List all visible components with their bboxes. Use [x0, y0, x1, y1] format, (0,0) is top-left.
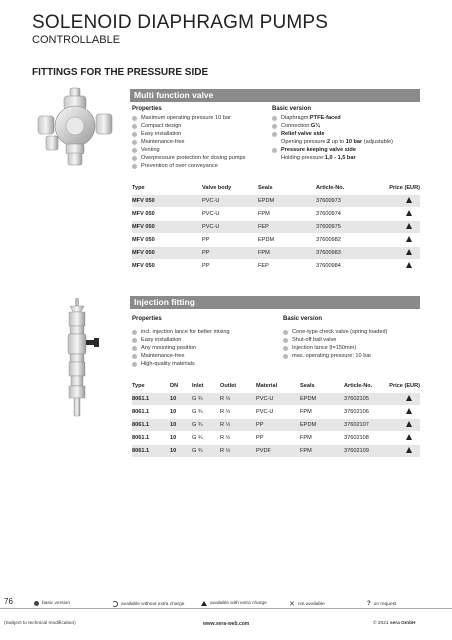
col-header-article: Article-No.: [316, 185, 345, 191]
list-item: Overpressure protection for dosing pumps: [132, 154, 245, 162]
triangle-icon: [406, 223, 412, 229]
list-item: Connection: G¾: [272, 122, 393, 130]
triangle-icon: [406, 197, 412, 203]
multi-function-valve-illustration: [34, 86, 116, 168]
bullet-icon: [132, 156, 137, 161]
bullet-icon: [132, 338, 137, 343]
inj-basic-list: [283, 328, 387, 360]
copyright: © 2021 sera GmbH: [373, 621, 416, 626]
list-item: Shut-off ball valve: [283, 336, 387, 344]
table-row: MFV 050 PVC-U FPM 37600974: [132, 208, 420, 221]
injection-price-table: [132, 380, 420, 457]
list-item: Prevention of over conveyance: [132, 162, 245, 170]
triangle-icon: [406, 395, 412, 401]
col-header-dn: DN: [170, 383, 179, 389]
bullet-icon: [272, 148, 277, 153]
list-item: Relief valve side: [272, 130, 393, 138]
list-item: Maintenance-free: [132, 352, 230, 360]
cross-icon: ✕: [289, 601, 295, 608]
triangle-icon: [201, 601, 207, 606]
list-item: Cone-type check valve (spring loaded): [283, 328, 387, 336]
list-item: Venting: [132, 146, 245, 154]
page-title: SOLENOID DIAPHRAGM PUMPS: [32, 12, 329, 33]
legend-with-charge: available with extra charge: [201, 601, 267, 606]
section-title: FITTINGS FOR THE PRESSURE SIDE: [32, 67, 209, 78]
triangle-icon: [406, 249, 412, 255]
bullet-icon: [272, 116, 277, 121]
question-icon: ?: [367, 601, 371, 607]
list-item: High-quality materials: [132, 360, 230, 368]
legend-on-request: ? on request: [367, 601, 397, 607]
list-item: Opening pressure: 2 up to 10 bar (adjustable): [281, 139, 393, 145]
inj-basic-title: Basic version: [283, 316, 323, 322]
triangle-icon: [406, 236, 412, 242]
bullet-icon: [283, 338, 288, 343]
injection-fitting-illustration: [56, 296, 102, 418]
triangle-icon: [406, 262, 412, 268]
table-header-row: [132, 182, 420, 195]
list-item: Diaphragm: PTFE-faced: [272, 114, 393, 122]
injection-header-bar: Injection fitting: [130, 296, 420, 309]
list-item: Pressure keeping valve side: [272, 146, 393, 154]
bullet-icon: [283, 354, 288, 359]
table-header-row: [132, 380, 420, 393]
triangle-icon: [406, 408, 412, 414]
col-header-price: Price (EUR): [389, 185, 420, 191]
page-number: 76: [4, 597, 13, 606]
bullet-icon: [283, 346, 288, 351]
mfv-basic-list: [272, 114, 393, 162]
table-row: 8061.1 10 G ¾ R ½ PP EPDM 37602107: [132, 419, 420, 432]
page-subtitle: CONTROLLABLE: [32, 34, 121, 46]
table-row: MFV 050 PP EPDM 37600982: [132, 234, 420, 247]
list-item: Compact design: [132, 122, 245, 130]
table-row: 8061.1 10 G ¾ R ½ PP FPM 37602108: [132, 432, 420, 445]
half-circle-icon: [112, 601, 118, 607]
disclaimer: (Subject to technical modification): [4, 621, 76, 626]
col-header-material: Material: [256, 383, 278, 389]
website-link[interactable]: www.sera-web.com: [203, 621, 250, 627]
bullet-icon: [132, 362, 137, 367]
bullet-icon: [132, 164, 137, 169]
list-item: incl. injection lance for better mixing: [132, 328, 230, 336]
filled-dot-icon: [34, 601, 39, 606]
col-header-seals: Seals: [300, 383, 315, 389]
col-header-inlet: Inlet: [192, 383, 204, 389]
bullet-icon: [283, 330, 288, 335]
list-item: Easy installation: [132, 130, 245, 138]
legend-basic-version: basic version: [34, 601, 70, 606]
bullet-icon: [132, 132, 137, 137]
list-item: Easy installation: [132, 336, 230, 344]
list-item: Injection lance (l=150mm): [283, 344, 387, 352]
footer-divider: [0, 608, 452, 609]
mfv-product-image: [34, 86, 116, 168]
col-header-seals: Seals: [258, 185, 273, 191]
table-row: 8061.1 10 G ¾ R ½ PVC-U EPDM 37602105: [132, 393, 420, 406]
bullet-icon: [132, 346, 137, 351]
triangle-icon: [406, 421, 412, 427]
bullet-icon: [272, 132, 277, 137]
list-item: Holding pressure: 1,0 - 1,5 bar: [281, 155, 356, 161]
list-item: max. operating pressure: 10 bar: [283, 352, 387, 360]
list-item: Any mounting position: [132, 344, 230, 352]
table-row: MFV 050 PP FPM 37600983: [132, 247, 420, 260]
bullet-icon: [272, 124, 277, 129]
col-header-valve-body: Valve body: [202, 185, 232, 191]
col-header-price: Price (EUR): [389, 383, 420, 389]
list-item: Maximum operating pressure 10 bar: [132, 114, 245, 122]
bullet-icon: [132, 116, 137, 121]
inj-properties-title: Properties: [132, 316, 162, 322]
injection-fitting-image: [56, 296, 102, 418]
mfv-header-bar: Multi function valve: [130, 89, 420, 102]
table-row: MFV 050 PVC-U EPDM 37600973: [132, 195, 420, 208]
col-header-type: Type: [132, 383, 145, 389]
bullet-icon: [132, 354, 137, 359]
table-row: MFV 050 PP FEP 37600984: [132, 260, 420, 273]
triangle-icon: [406, 447, 412, 453]
table-row: MFV 050 PVC-U FEP 37600975: [132, 221, 420, 234]
mfv-properties-list: [132, 114, 245, 170]
triangle-icon: [406, 434, 412, 440]
mfv-price-table: [132, 182, 420, 272]
inj-properties-list: [132, 328, 230, 368]
bullet-icon: [132, 330, 137, 335]
col-header-type: Type: [132, 185, 145, 191]
legend-not-available: ✕ not available: [289, 601, 325, 608]
col-header-article: Article-No.: [344, 383, 373, 389]
triangle-icon: [406, 210, 412, 216]
list-item: Maintenance-free: [132, 138, 245, 146]
bullet-icon: [132, 140, 137, 145]
mfv-properties-title: Properties: [132, 106, 162, 112]
col-header-outlet: Outlet: [220, 383, 237, 389]
table-row: 8061.1 10 G ¾ R ½ PVC-U FPM 37602106: [132, 406, 420, 419]
table-row: 8061.1 10 G ¾ R ½ PVDF FPM 37602109: [132, 445, 420, 458]
bullet-icon: [132, 148, 137, 153]
bullet-icon: [132, 124, 137, 129]
legend-without-charge: available without extra charge: [112, 601, 184, 607]
mfv-basic-title: Basic version: [272, 106, 312, 112]
